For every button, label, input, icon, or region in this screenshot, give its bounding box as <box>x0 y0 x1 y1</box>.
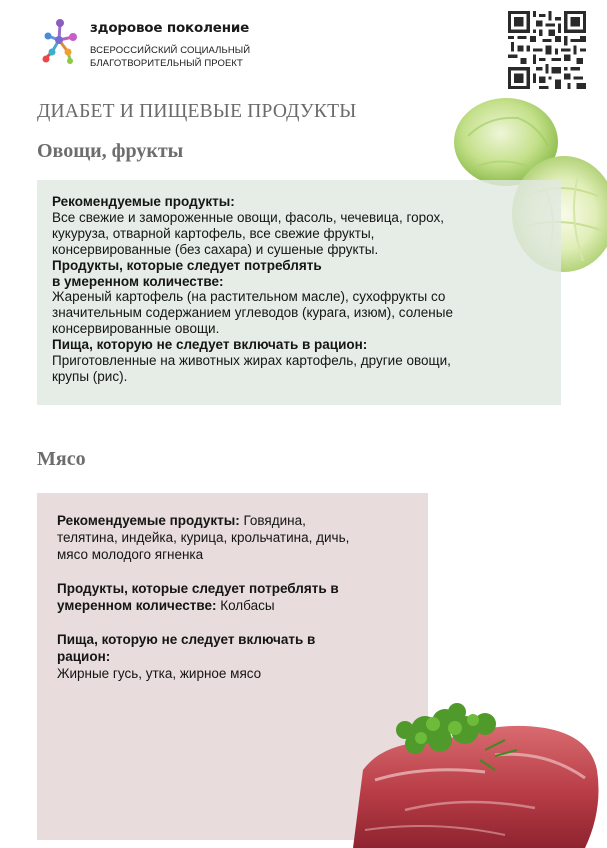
vegetables-moderate-text: значительным содержанием углеводов (курага, изюм), соленые <box>52 305 453 321</box>
vegetables-info-box <box>37 180 561 405</box>
vegetables-recommended-text: консервированные (без сахара) и сушеные фрукты. <box>52 241 379 257</box>
meat-moderate-heading: Продукты, которые следует потреблять в <box>57 581 339 596</box>
vegetables-moderate-heading: в умеренном количестве: <box>52 273 224 289</box>
logo-molecule-icon <box>40 16 86 66</box>
meat-excluded-heading: Пища, которую не следует включать в <box>57 632 316 647</box>
logo-subtitle-line: ВСЕРОССИЙСКИЙ СОЦИАЛЬНЫЙ <box>90 45 251 56</box>
meat-recommended-block <box>57 512 412 563</box>
vegetables-recommended-text: Все свежие и замороженные овощи, фасоль, чечевица, горох, <box>52 209 444 225</box>
project-logo <box>40 16 270 68</box>
vegetables-moderate-heading: Продукты, которые следует потреблять <box>52 257 322 273</box>
vegetables-excluded-heading: Пища, которую не следует включать в рацион: <box>52 337 368 353</box>
logo-name: здоровое поколение <box>90 20 250 36</box>
meat-image <box>345 700 607 848</box>
qr-code <box>508 11 586 89</box>
meat-moderate-heading: умеренном количестве: <box>57 598 217 613</box>
meat-excluded-heading: рацион: <box>57 649 111 664</box>
meat-recommended-text: мясо молодого ягненка <box>57 547 204 562</box>
vegetables-recommended-text: кукуруза, отварной картофель, все свежие фрукты, <box>52 225 375 241</box>
vegetables-section-title: Овощи, фрукты <box>37 140 184 162</box>
meat-recommended-heading: Рекомендуемые продукты: <box>57 513 240 528</box>
vegetables-moderate-text: консервированные овощи. <box>52 321 220 337</box>
meat-text <box>57 512 412 699</box>
meat-moderate-block <box>57 580 412 614</box>
page-title: ДИАБЕТ И ПИЩЕВЫЕ ПРОДУКТЫ <box>37 101 357 122</box>
meat-excluded-text: Жирные гусь, утка, жирное мясо <box>57 666 262 681</box>
vegetables-excluded-text: крупы (рис). <box>52 368 128 384</box>
vegetables-excluded-text: Приготовленные на животных жирах картофель, другие овощи, <box>52 353 451 369</box>
logo-subtitle-line: БЛАГОТВОРИТЕЛЬНЫЙ ПРОЕКТ <box>90 58 243 69</box>
vegetables-text <box>52 194 542 385</box>
logo-subtitle <box>90 44 250 70</box>
meat-recommended-text: телятина, индейка, курица, крольчатина, дичь, <box>57 530 350 545</box>
meat-moderate-text: Колбасы <box>216 598 275 613</box>
meat-section-title: Мясо <box>37 448 86 470</box>
vegetables-moderate-text: Жареный картофель (на растительном масле), сухофрукты со <box>52 289 446 305</box>
meat-excluded-block <box>57 631 412 682</box>
meat-recommended-text: Говядина, <box>239 513 306 528</box>
vegetables-recommended-heading: Рекомендуемые продукты: <box>52 194 235 209</box>
